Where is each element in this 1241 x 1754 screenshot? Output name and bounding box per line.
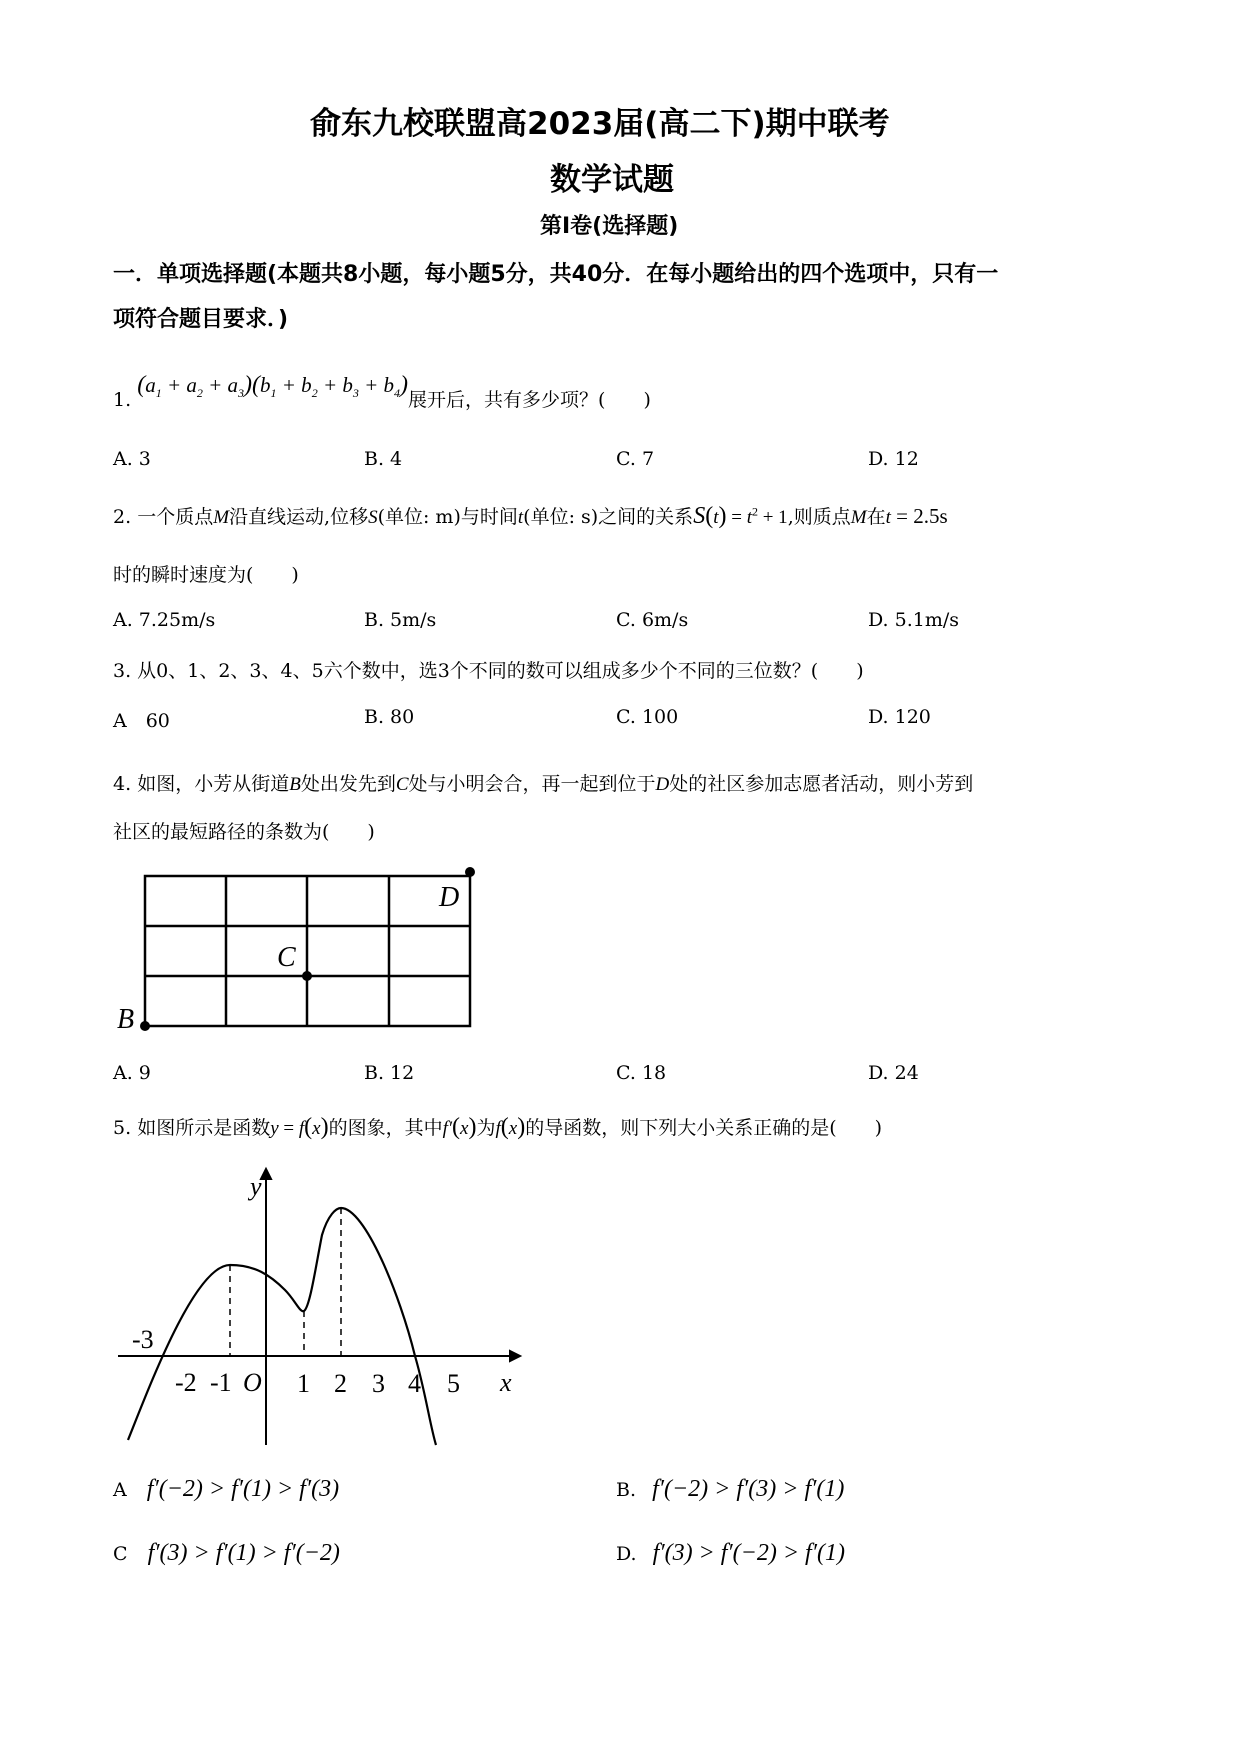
q1-option-d[interactable]: D. 12 (868, 448, 919, 470)
tick-neg1: -1 (210, 1368, 232, 1397)
question-2-text: 一个质点 (137, 506, 214, 528)
question-5-text: 如图所示是函数 (137, 1117, 271, 1139)
part-heading: 第I卷(选择题) (540, 214, 679, 239)
question-4-text-2: 处出发先到 (300, 773, 396, 795)
question-4-line2: 社区的最短路径的条数为( ) (113, 821, 375, 843)
label-c: C (277, 942, 296, 973)
q4-option-c[interactable]: C. 18 (616, 1062, 667, 1084)
q1-option-b[interactable]: B. 4 (364, 448, 403, 470)
tick-3: 3 (372, 1369, 385, 1398)
q1-option-c[interactable]: C. 7 (616, 448, 655, 470)
exam-title: 俞东九校联盟高2023届(高二下)期中联考 (310, 106, 890, 142)
q1-option-a[interactable]: A. 3 (113, 448, 151, 470)
question-2-text-3: (单位: m)与时间 (377, 506, 518, 528)
label-b: B (117, 1004, 135, 1035)
question-1-expression: $(a_1 + a_2 + a_3)(b_1 + b_2 + b_3 + b_4)$ (137, 372, 409, 401)
question-2-text-5: ,则质点 (787, 506, 851, 528)
q5-option-d-letter: D. (616, 1543, 637, 1565)
q4-option-a[interactable]: A. 9 (113, 1062, 151, 1084)
tick-1: 1 (297, 1369, 310, 1398)
q2-option-c[interactable]: C. 6m/s (616, 609, 689, 631)
function-graph-figure (110, 1165, 530, 1450)
q2-option-a[interactable]: A. 7.25m/s (113, 609, 216, 631)
q5-option-a[interactable] (113, 1476, 339, 1503)
origin-label: O (243, 1368, 262, 1397)
question-2-text-4: (单位: s)之间的关系 (523, 506, 694, 528)
tick-4: 4 (408, 1369, 421, 1398)
q4-option-d[interactable]: D. 24 (868, 1062, 919, 1084)
q5-option-a-expr: f′(−2) > f′(1) > f′(3) (146, 1476, 340, 1502)
street-grid-figure (105, 860, 485, 1040)
question-5-text-3: 为 (476, 1117, 496, 1139)
question-5-text-2: 的图象，其中 (328, 1117, 443, 1139)
question-1-text: 展开后，共有多少项？( ) (408, 389, 651, 411)
q3-option-c[interactable]: C. 100 (616, 706, 679, 728)
label-d: D (439, 882, 460, 913)
tick-5: 5 (447, 1369, 460, 1398)
q2-option-b[interactable]: B. 5m/s (364, 609, 437, 631)
q4-option-b[interactable]: B. 12 (364, 1062, 415, 1084)
question-4: 4. 如图，小芳从街道B处出发先到C处与小明会合，再一起到位于D处的社区参加志愿者活动，则小芳到 (113, 773, 974, 795)
question-3: 3. 从0、1、2、3、4、5六个数中，选3个不同的数可以组成多少个不同的三位数？( ) (113, 660, 864, 682)
exam-subtitle: 数学试题 (550, 162, 674, 198)
tick-2: 2 (334, 1369, 347, 1398)
question-4-text-4: 处的社区参加志愿者活动，则小芳到 (669, 773, 974, 795)
function-curve (128, 1208, 436, 1445)
point-b-dot (140, 1021, 150, 1031)
q5-option-c-expr: f′(3) > f′(1) > f′(−2) (147, 1540, 340, 1566)
question-2-line2: 时的瞬时速度为( ) (113, 564, 299, 586)
q3-option-b[interactable]: B. 80 (364, 706, 415, 728)
question-4-text: 如图，小芳从街道 (137, 773, 290, 795)
question-1 (113, 372, 651, 415)
q5-option-b-expr: f′(−2) > f′(3) > f′(1) (652, 1476, 845, 1502)
section-heading-line1: 一．单项选择题(本题共8小题，每小题5分，共40分．在每小题给出的四个选项中，只有一 (113, 262, 999, 287)
q5-option-c-letter: C (113, 1543, 128, 1565)
x-axis-arrow (510, 1351, 520, 1361)
question-2-text-2: 沿直线运动,位移 (229, 506, 369, 528)
q2-option-d[interactable]: D. 5.1m/s (868, 609, 960, 631)
question-5: 5. 如图所示是函数y = f(x)的图象，其中f′(x)为f(x)的导函数，则下列大小关系正确的是( ) (113, 1114, 883, 1140)
question-4-number: 4. (113, 773, 132, 795)
q5-option-b-letter: B. (616, 1479, 637, 1501)
question-1-number: 1. (113, 389, 132, 411)
section-heading-line2: 项符合题目要求．) (113, 307, 289, 332)
x-axis-label: x (500, 1368, 512, 1397)
question-2-number: 2. (113, 506, 132, 528)
question-2-text-6: 在 (866, 506, 886, 528)
question-2: 2. 一个质点M沿直线运动,位移S(单位: m)与时间t(单位: s)之间的关系$S(t) = t^2 + 1$,则质点M在t = 2.5s (113, 503, 948, 529)
point-c-dot (302, 971, 312, 981)
question-5-number: 5. (113, 1117, 132, 1139)
q3-option-d[interactable]: D. 120 (868, 706, 931, 728)
q3-option-a[interactable]: A 60 (113, 710, 170, 732)
y-axis-label: y (250, 1172, 262, 1201)
tick-neg2: -2 (175, 1368, 197, 1397)
point-d-dot (465, 867, 475, 877)
question-5-text-4: 的导函数，则下列大小关系正确的是( ) (525, 1117, 883, 1139)
q5-option-c[interactable] (113, 1540, 340, 1567)
question-4-text-3: 处与小明会合，再一起到位于 (408, 773, 656, 795)
label-neg3: -3 (132, 1325, 154, 1354)
q5-option-b[interactable] (616, 1476, 844, 1503)
y-axis-arrow (261, 1169, 271, 1179)
q5-option-d[interactable] (616, 1540, 845, 1567)
q5-option-d-expr: f′(3) > f′(−2) > f′(1) (652, 1540, 845, 1566)
q5-option-a-letter: A (113, 1479, 127, 1501)
